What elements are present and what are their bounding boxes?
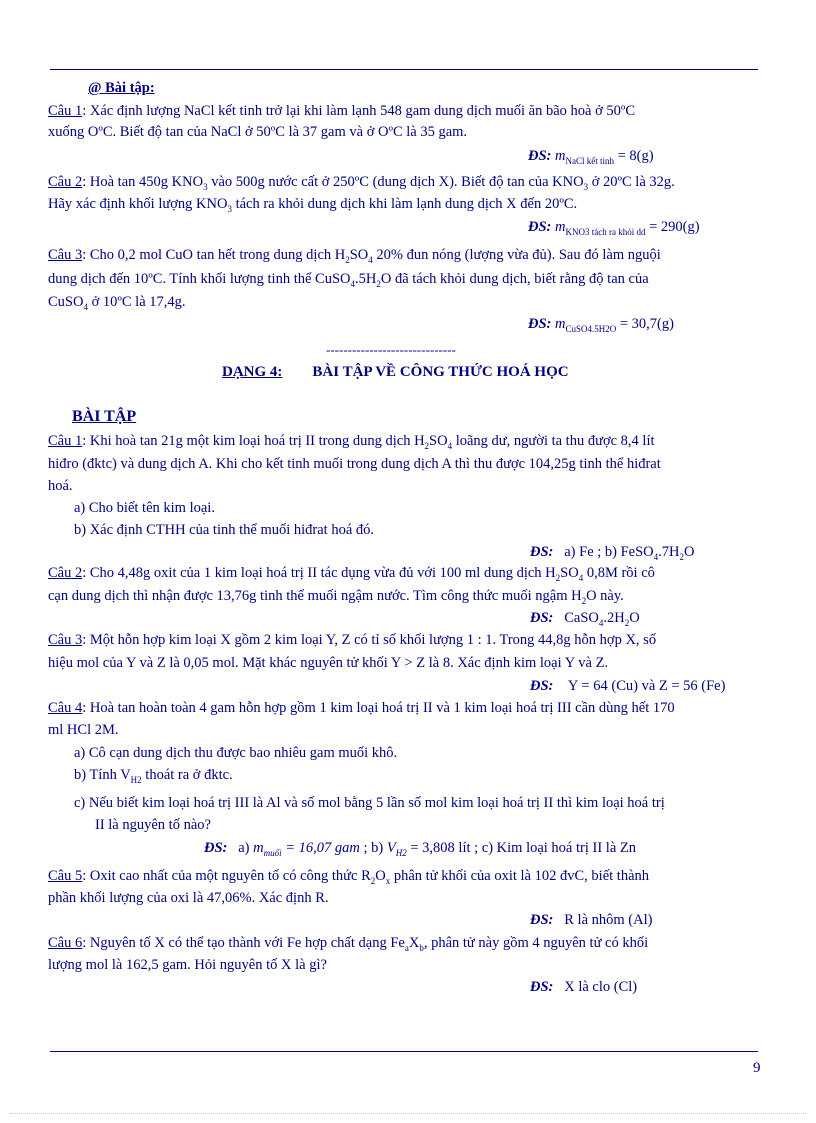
page-edge — [10, 1113, 806, 1114]
c1-answer: ĐS: a) Fe ; b) $FeSO_4.7H_2O$ — [530, 544, 695, 562]
c4-item-c2: II là nguyên tố nào? — [95, 817, 211, 833]
c3-line1: Câu 3: Một hỗn hợp kim loại X gồm 2 kim loại Y, Z có tỉ số khối lượng 1 : 1. Trong 44,8g hỗn hợp X, số — [48, 632, 657, 648]
c6-line1: Câu 6: Nguyên tố X có thể tạo thành với Fe hợp chất dạng $Fe_aX_b$, phân tử này gồm 4 nguyên tử có khối — [48, 935, 649, 953]
bottom-rule — [50, 1051, 758, 1052]
c2-answer: ĐS: $CaSO_4.2H_2O$ — [530, 610, 640, 628]
c4-line1: Câu 4: Hoà tan hoàn toàn 4 gam hỗn hợp gồm 1 kim loại hoá trị II và 1 kim loại hoá trị III cần dùng hết 170 — [48, 700, 675, 716]
q1-answer: ĐS: $m_{NaCl kết tinh} = 8(g)$ — [528, 148, 654, 166]
c4-answer: ĐS: a) $m_{muối} = 16,07$ gam ; b) $V_{H2} = 3,808$ lít ; c) Kim loại hoá trị II là Zn — [204, 840, 636, 858]
c6-line2: lượng mol là 162,5 gam. Hỏi nguyên tố X là gì? — [48, 957, 327, 973]
c1-line1: Câu 1: Khi hoà tan 21g một kim loại hoá trị II trong dung dịch $H_2SO_4$ loãng dư, người ta thu được 8,4 lít — [48, 433, 655, 451]
section-separator: ------------------------------ — [326, 342, 456, 357]
c6-answer: ĐS: X là clo (Cl) — [530, 979, 638, 995]
q3-line2: dung dịch đến 10ºC. Tính khối lượng tinh thể $CuSO_4.5H_2O$ đã tách khỏi dung dịch, biết rằng độ tan của — [48, 271, 649, 289]
section-title: DẠNG 4: BÀI TẬP VỀ CÔNG THỨC HOÁ HỌC — [222, 364, 569, 380]
c5-answer: ĐS: R là nhôm (Al) — [530, 912, 653, 928]
q1-line2: xuống OºC. Biết độ tan của NaCl ở 50ºC là 37 gam và ở OºC là 35 gam. — [48, 124, 468, 140]
page-number: 9 — [753, 1060, 761, 1076]
q3-line1: Câu 3: Cho 0,2 mol CuO tan hết trong dung dịch $H_2SO_4$ 20% đun nóng (lượng vừa đủ). Sau đó làm nguội — [48, 247, 661, 265]
c4-item-c1: c) Nếu biết kim loại hoá trị III là Al và số mol bằng 5 lần số mol kim loại hoá trị II thì kim loại hoá trị — [74, 795, 665, 811]
q3-answer: ĐS: $m_{CuSO4.5H2O} = 30,7(g)$ — [528, 316, 674, 334]
c1-item-a: a) Cho biết tên kim loại. — [74, 500, 215, 516]
exercise-heading: @ Bài tập: — [88, 80, 155, 96]
c5-line2: phần khối lượng của oxi là 47,06%. Xác định R. — [48, 890, 329, 906]
c4-item-a: a) Cô cạn dung dịch thu được bao nhiêu gam muối khô. — [74, 745, 398, 761]
c1-line3: hoá. — [48, 478, 73, 494]
c3-answer: ĐS: Y = 64 (Cu) và Z = 56 (Fe) — [530, 678, 726, 694]
c1-line2: hiđro (đktc) và dung dịch A. Khi cho kết tinh muối trong dung dịch A thì thu được 104,25g tinh thể hiđrat — [48, 456, 661, 472]
c1-item-b: b) Xác định CTHH của tinh thể muối hiđrat hoá đó. — [74, 522, 375, 538]
top-rule — [50, 69, 758, 70]
q2-answer: ĐS: $m_{KNO3 tách ra khỏi dd} = 290(g)$ — [528, 219, 700, 237]
c4-line2: ml HCl 2M. — [48, 722, 119, 738]
c5-line1: Câu 5: Oxit cao nhất của một nguyên tố có công thức $R_2O_x$ phân tử khối của oxit là 102 đvC, biết thành — [48, 868, 649, 886]
c2-line1: Câu 2: Cho 4,48g oxit của 1 kim loại hoá trị II tác dụng vừa đủ với 100 ml dung dịch $H_2SO_4$ 0,8M rồi cô — [48, 565, 655, 583]
c2-line2: cạn dung dịch thì nhận được 13,76g tinh thể muối ngậm nước. Tìm công thức muối ngậm $H_2O$ này. — [48, 588, 624, 606]
q3-line3: CuSO$_4$ ở 10ºC là 17,4g. — [48, 294, 186, 312]
q1-line1: Câu 1: Xác định lượng NaCl kết tinh trở lại khi làm lạnh 548 gam dung dịch muối ăn bão hoà ở 50ºC — [48, 103, 636, 119]
c4-item-b: b) Tính $V_{H2}$ thoát ra ở đktc. — [74, 767, 233, 785]
q2-line2: Hãy xác định khối lượng $KNO_3$ tách ra khỏi dung dịch khi làm lạnh dung dịch X đến 20ºC. — [48, 196, 578, 214]
c3-line2: hiệu mol của Y và Z là 0,05 mol. Mặt khác nguyên tử khối Y > Z là 8. Xác định kim loại Y và Z. — [48, 655, 609, 671]
q2-line1: Câu 2: Hoà tan 450g $KNO_3$ vào 500g nước cất ở 250ºC (dung dịch X). Biết độ tan của $KNO_3$ ở 20ºC là 32g. — [48, 174, 675, 192]
bt-heading: BÀI TẬP — [72, 408, 137, 425]
